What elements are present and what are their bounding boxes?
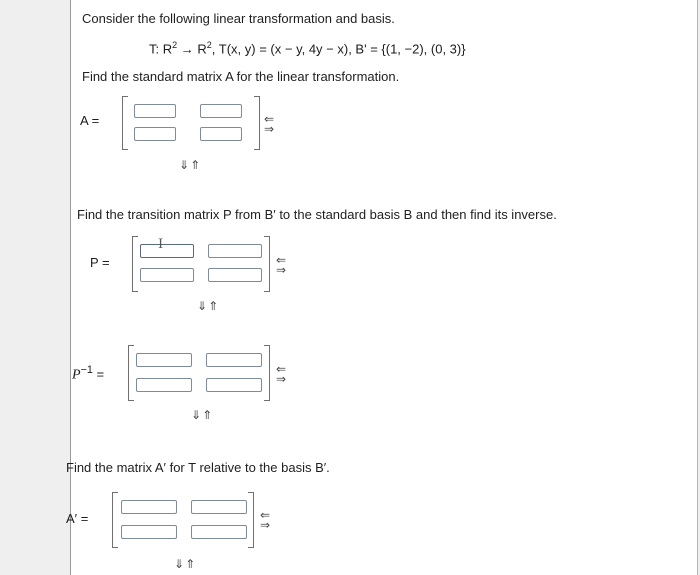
matrix-a-column-controls <box>264 114 276 134</box>
remove-column-arrow-icon[interactable]: ⇐ <box>276 253 287 267</box>
matrix-p-inverse <box>128 345 270 401</box>
inverse-exponent: −1 <box>80 364 93 376</box>
remove-row-arrow-icon[interactable]: ⇑ <box>202 408 214 422</box>
matrix-p-inverse-cell-11[interactable] <box>136 353 192 367</box>
codomain: R <box>197 41 207 57</box>
remove-row-arrow-icon[interactable]: ⇑ <box>185 557 197 571</box>
matrix-a-prime-row-controls <box>174 557 196 571</box>
add-row-arrow-icon[interactable]: ⇓ <box>179 158 191 172</box>
matrix-a-prime-label: A′ = <box>66 511 89 526</box>
matrix-a-prime-cell-22[interactable] <box>191 525 247 539</box>
matrix-p-cell-22[interactable] <box>208 268 262 282</box>
matrix-a-prime-column-controls <box>260 510 272 530</box>
matrix-a <box>122 96 260 150</box>
add-row-arrow-icon[interactable]: ⇓ <box>174 557 186 571</box>
matrix-p-inverse-row-controls <box>191 408 213 422</box>
matrix-a-prime-cell-11[interactable] <box>121 500 177 514</box>
transformation-rule: , T(x, y) = (x − y, 4y − x), B' = {(1, −2), (0, 3)} <box>211 41 466 57</box>
remove-column-arrow-icon[interactable]: ⇐ <box>276 362 287 376</box>
add-row-arrow-icon[interactable]: ⇓ <box>191 408 203 422</box>
p-symbol: P <box>72 367 81 383</box>
domain-dimension: 2 <box>172 40 178 50</box>
matrix-p-inverse-cell-21[interactable] <box>136 378 192 392</box>
remove-row-arrow-icon[interactable]: ⇑ <box>190 158 202 172</box>
matrix-p-inverse-label <box>72 364 104 383</box>
matrix-a-cell-11[interactable] <box>134 104 176 118</box>
left-bracket <box>122 96 128 150</box>
part1-prompt: Find the standard matrix A for the linear transformation. <box>82 69 400 84</box>
matrix-p-column-controls <box>276 255 288 275</box>
matrix-p <box>132 236 270 292</box>
codomain-dimension: 2 <box>206 40 212 50</box>
matrix-a-cell-21[interactable] <box>134 127 176 141</box>
matrix-p-inverse-cell-22[interactable] <box>206 378 262 392</box>
part3-prompt: Find the matrix A′ for T relative to the basis B′. <box>66 460 330 475</box>
remove-column-arrow-icon[interactable]: ⇐ <box>260 508 271 522</box>
left-bracket <box>132 236 138 292</box>
right-bracket <box>248 492 254 548</box>
equals-sign: = <box>96 366 105 382</box>
matrix-p-label: P = <box>90 255 110 270</box>
add-row-arrow-icon[interactable]: ⇓ <box>197 299 209 313</box>
matrix-p-cell-11[interactable] <box>140 244 194 258</box>
left-bracket <box>112 492 118 548</box>
remove-column-arrow-icon[interactable]: ⇐ <box>264 112 275 126</box>
right-bracket <box>264 345 270 401</box>
matrix-p-cell-12[interactable] <box>208 244 262 258</box>
transformation-definition <box>149 40 466 56</box>
matrix-a-cell-12[interactable] <box>200 104 242 118</box>
matrix-p-row-controls <box>197 299 219 313</box>
matrix-p-inverse-column-controls <box>276 364 288 384</box>
text-cursor-icon: I <box>158 237 164 252</box>
matrix-p-cell-21[interactable] <box>140 268 194 282</box>
add-column-arrow-icon[interactable]: ⇒ <box>276 263 287 277</box>
left-bracket <box>128 345 134 401</box>
remove-row-arrow-icon[interactable]: ⇑ <box>208 299 220 313</box>
matrix-a-row-controls <box>179 158 201 172</box>
maps-to-arrow: → <box>180 41 194 57</box>
add-column-arrow-icon[interactable]: ⇒ <box>276 372 287 386</box>
right-bracket <box>264 236 270 292</box>
matrix-p-inverse-cell-12[interactable] <box>206 353 262 367</box>
matrix-a-label: A = <box>80 113 100 128</box>
add-column-arrow-icon[interactable]: ⇒ <box>264 122 275 136</box>
matrix-a-cell-22[interactable] <box>200 127 242 141</box>
right-bracket <box>254 96 260 150</box>
add-column-arrow-icon[interactable]: ⇒ <box>260 518 271 532</box>
part2-prompt: Find the transition matrix P from B′ to the standard basis B and then find its inverse. <box>77 207 557 222</box>
matrix-a-prime <box>112 492 254 548</box>
matrix-a-prime-cell-21[interactable] <box>121 525 177 539</box>
transformation-prefix: T: R <box>149 41 173 57</box>
matrix-a-prime-cell-12[interactable] <box>191 500 247 514</box>
question-intro: Consider the following linear transformation and basis. <box>82 11 395 26</box>
